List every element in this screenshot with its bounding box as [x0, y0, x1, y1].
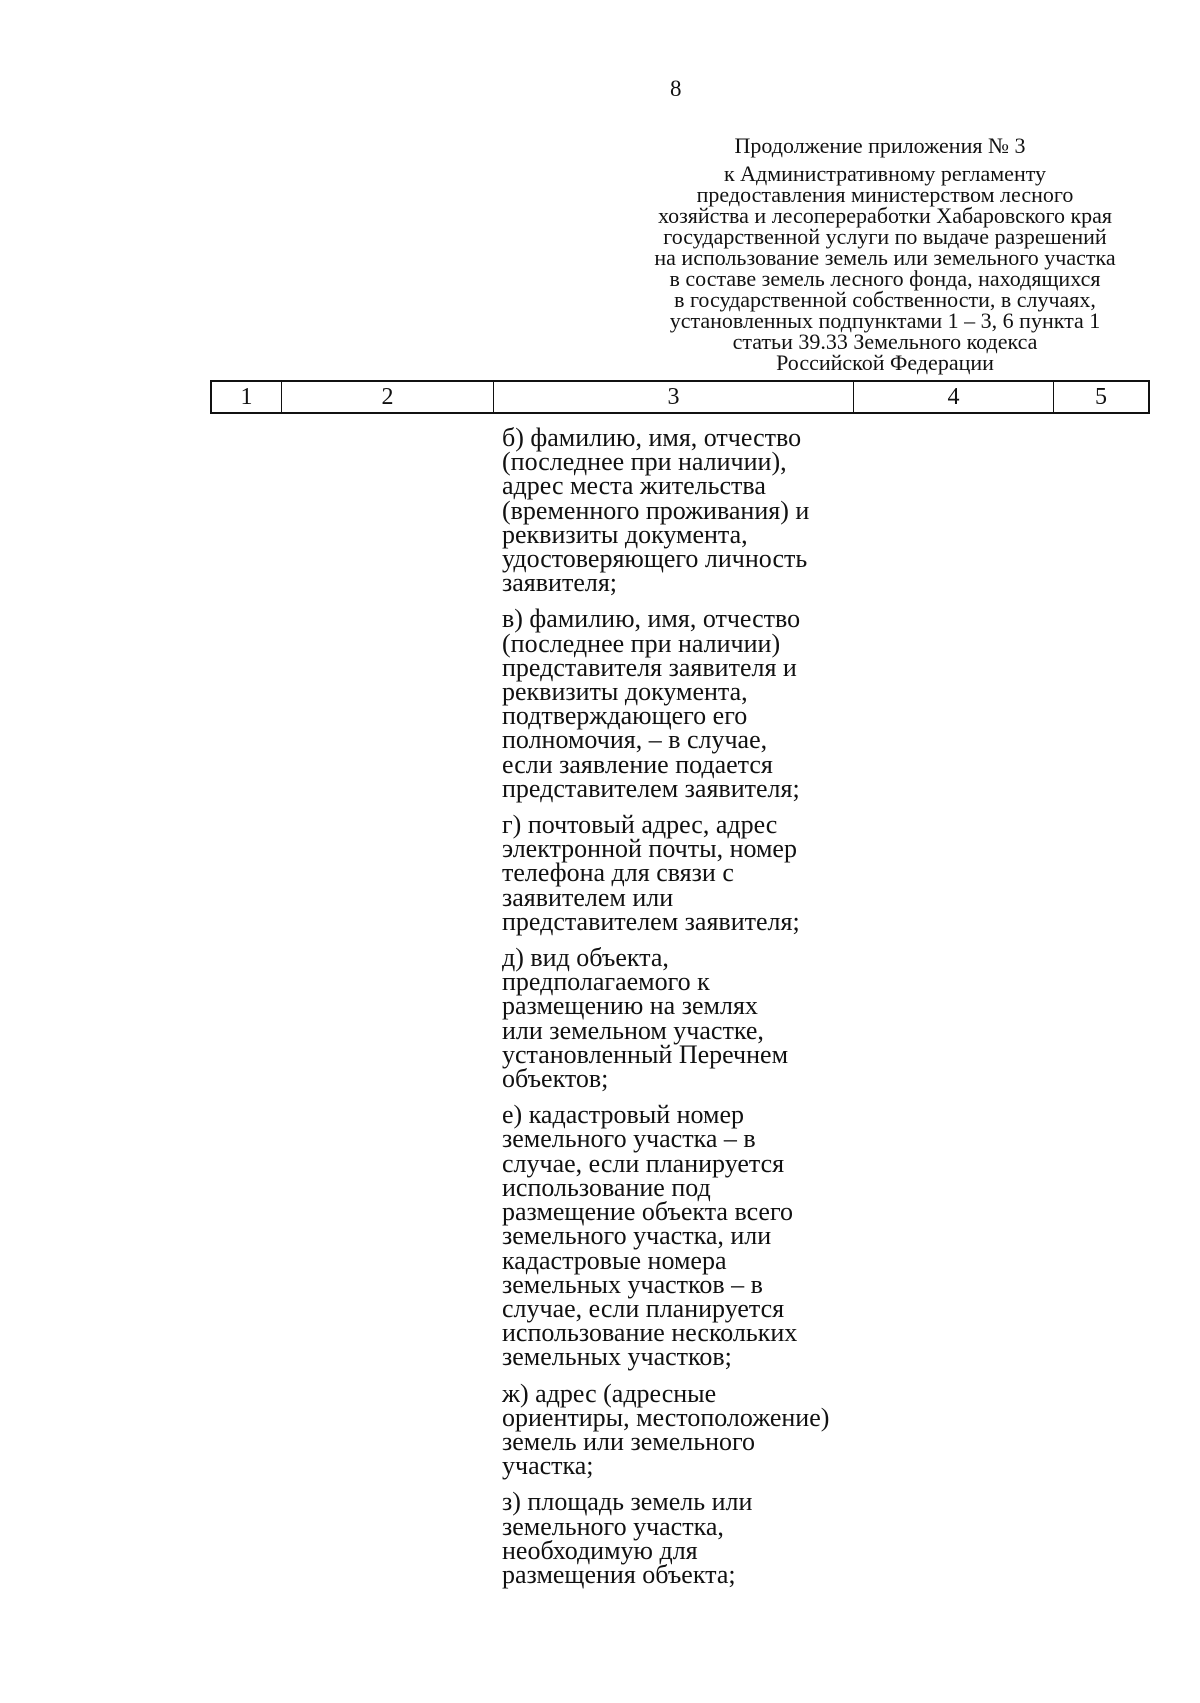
text-line: (последнее при наличии), [502, 447, 787, 477]
appendix-line: предоставления министерством лесного [696, 182, 1074, 207]
text-line: земельных участков; [502, 1342, 732, 1372]
text-line: размещения объекта; [502, 1559, 736, 1589]
text-line: земельных участков – в [502, 1269, 763, 1299]
column-number-3: 3 [494, 382, 854, 412]
list-item-zh [502, 1378, 862, 1481]
text-line: реквизиты документа, [502, 677, 748, 707]
text-line: ж) адрес (адресные [502, 1378, 717, 1408]
text-line: размещению на землях [502, 991, 758, 1021]
text-line: случае, если планируется [502, 1293, 785, 1323]
text-line: представителем заявителя; [502, 906, 800, 936]
appendix-title: Продолжение приложения № 3 [734, 133, 1026, 158]
list-item-b [502, 423, 862, 598]
appendix-line: Российской Федерации [776, 350, 994, 375]
appendix-line: в составе земель лесного фонда, находящихся [669, 266, 1101, 291]
appendix-line: хозяйства и лесопереработки Хабаровского края [657, 203, 1113, 228]
text-line: случае, если планируется [502, 1148, 785, 1178]
column-number-5: 5 [1095, 384, 1107, 410]
column-number-4: 4 [854, 382, 1054, 412]
text-line: полномочия, – в случае, [502, 725, 768, 755]
text-line: удостоверяющего личность [502, 544, 808, 574]
column-number-header [210, 380, 1150, 414]
text-line: размещение объекта всего [502, 1197, 793, 1227]
text-line: представителем заявителя; [502, 773, 800, 803]
column-number-1: 1 [212, 382, 282, 412]
appendix-line: к Административному регламенту [723, 161, 1047, 186]
list-item-d [502, 943, 862, 1094]
list-item-e [502, 1100, 862, 1372]
text-line: ориентиры, местоположение) [502, 1402, 830, 1432]
text-line: телефона для связи с [502, 858, 734, 888]
text-line: б) фамилию, имя, отчество [502, 423, 802, 452]
text-line: адрес места жительства [502, 471, 766, 501]
text-line: з) площадь земель или [502, 1487, 753, 1517]
text-line: электронной почты, номер [502, 834, 797, 864]
list-item-z [502, 1487, 862, 1589]
text-line: в) фамилию, имя, отчество [502, 604, 801, 634]
text-line: земельного участка – в [502, 1124, 756, 1154]
column-number-2: 2 [282, 382, 494, 412]
list-item-g [502, 810, 862, 936]
text-line: г) почтовый адрес, адрес [502, 810, 778, 840]
appendix-reference [620, 163, 1150, 373]
text-line: объектов; [502, 1064, 609, 1094]
text-line: заявителя; [502, 568, 618, 598]
text-line: установленный Перечнем [502, 1039, 789, 1069]
text-line: или земельном участке, [502, 1015, 764, 1045]
text-line: земель или земельного [502, 1426, 756, 1456]
appendix-line: установленных подпунктами 1 – 3, 6 пункта 1 [669, 308, 1101, 333]
text-line: представителя заявителя и [502, 652, 797, 682]
text-line: кадастровые номера [502, 1245, 727, 1275]
column-3-content [502, 423, 862, 1599]
appendix-line: государственной услуги по выдаче разрешений [663, 224, 1107, 249]
appendix-line: на использование земель или земельного участка [654, 245, 1116, 270]
appendix-line: статьи 39.33 Земельного кодекса [732, 329, 1038, 354]
text-line: если заявление подается [502, 749, 773, 779]
text-line: е) кадастровый номер [502, 1100, 745, 1130]
appendix-line: в государственной собственности, в случаях, [674, 287, 1096, 312]
text-line: реквизиты документа, [502, 519, 748, 549]
text-line: земельного участка, или [502, 1221, 772, 1251]
text-line: использование под [502, 1172, 711, 1202]
text-line: (последнее при наличии) [502, 628, 781, 658]
text-line: использование нескольких [502, 1318, 798, 1348]
text-line: необходимую для [502, 1535, 698, 1565]
text-line: участка; [502, 1451, 594, 1481]
text-line: д) вид объекта, [502, 943, 669, 973]
list-item-v [502, 604, 862, 803]
text-line: предполагаемого к [502, 967, 710, 997]
text-line: подтверждающего его [502, 701, 748, 731]
page-number: 8 [670, 76, 682, 101]
text-line: земельного участка, [502, 1511, 724, 1541]
text-line: (временного проживания) и [502, 495, 810, 525]
text-line: заявителем или [502, 882, 674, 912]
